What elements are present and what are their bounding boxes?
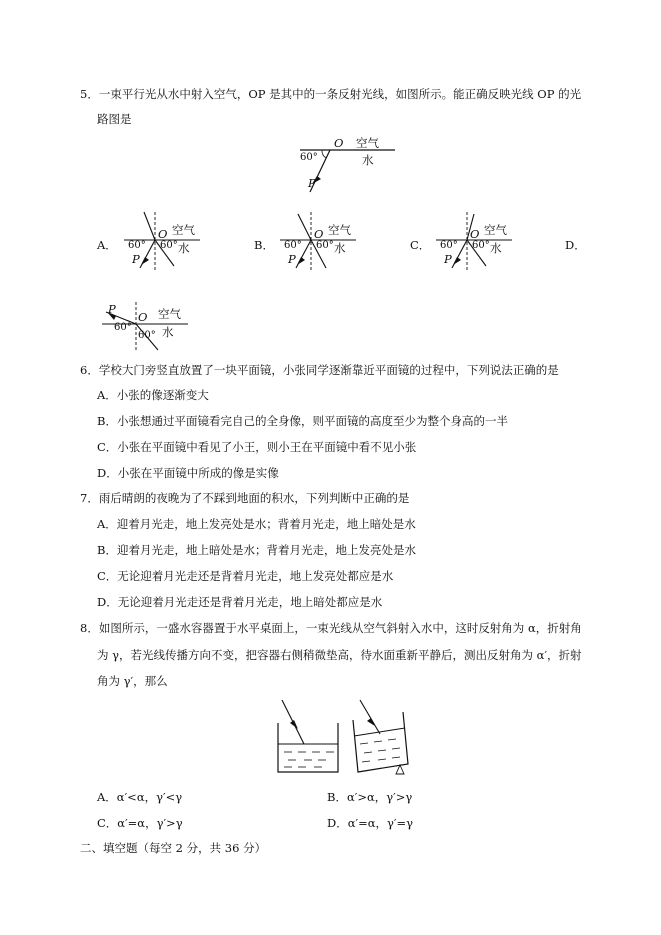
q6-option-d: D．小张在平面镜中所成的像是实像: [97, 466, 279, 480]
q6-stem: 6．学校大门旁竖直放置了一块平面镜，小张同学逐渐靠近平面镜的过程中，下列说法正确的是: [80, 363, 559, 377]
q5-label-o: O: [334, 136, 344, 150]
q5-main-figure-svg: [290, 132, 400, 196]
q7-option-d: D．无论迎着月光走还是背着月光走，地上暗处都应是水: [97, 595, 383, 609]
q8-option-d: D．α′=α，γ′=γ: [327, 816, 413, 830]
q5-c-label-air: 空气: [484, 223, 507, 237]
section-2-heading: 二、填空题（每空 2 分，共 36 分）: [80, 841, 267, 855]
q5-c-label-water: 水: [490, 241, 502, 255]
q5-option-b-figure: [278, 210, 358, 272]
q5-a-label-air: 空气: [172, 223, 195, 237]
q7-stem: 7．雨后晴朗的夜晚为了不踩到地面的积水，下列判断中正确的是: [80, 491, 410, 505]
q8-figure-svg: [268, 698, 418, 778]
q6-option-c: C．小张在平面镜中看见了小王，则小王在平面镜中看不见小张: [97, 440, 417, 454]
q7-option-a: A．迎着月光走，地上发亮处是水；背着月光走，地上暗处是水: [97, 517, 416, 531]
q8-stem-line2: 为 γ，若光线传播方向不变，把容器右侧稍微垫高，待水面重新平静后，测出反射角为 α′，折射: [97, 648, 582, 662]
q8-option-b: B．α′>α，γ′>γ: [327, 790, 413, 804]
q7-option-c: C．无论迎着月光走还是背着月光走，地上发亮处都应是水: [97, 569, 394, 583]
q5-label-air: 空气: [356, 136, 379, 150]
q5-d-label-o: O: [138, 310, 148, 324]
q5-b-label-o: O: [314, 227, 324, 241]
q5-d-label-air: 空气: [158, 307, 181, 321]
q5-label-angle: 60°: [300, 152, 318, 163]
q5-option-c-figure: [434, 210, 514, 272]
q5-c-label-o: O: [470, 227, 480, 241]
q8-stem-line3: 角为 γ′，那么: [97, 674, 168, 688]
q5-option-c: C．: [410, 238, 431, 252]
q5-a-label-p: P: [132, 252, 140, 266]
q5-a-label-angle2: 60°: [160, 240, 178, 251]
q5-label-p: P: [308, 176, 316, 190]
q6-option-a: A．小张的像逐渐变大: [97, 388, 209, 402]
q5-option-b: B．: [254, 238, 274, 252]
q5-a-label-water: 水: [178, 241, 190, 255]
q5-option-d: D．: [565, 238, 586, 252]
q8-figure: [268, 698, 418, 778]
q7-option-b: B．迎着月光走，地上暗处是水；背着月光走，地上发亮处是水: [97, 543, 416, 557]
q5-stem-line1: 5．一束平行光从水中射入空气，OP 是其中的一条反射光线，如图所示。能正确反映光线 OP 的光: [80, 87, 582, 101]
q5-d-label-p: P: [108, 302, 116, 316]
q5-c-label-p: P: [444, 252, 452, 266]
q5-b-label-angle: 60°: [284, 240, 302, 251]
q5-b-label-p: P: [288, 252, 296, 266]
q5-b-label-angle2: 60°: [316, 240, 334, 251]
q5-option-a-figure: [122, 210, 202, 272]
q5-stem-line2: 路图是: [97, 112, 132, 126]
q5-option-a: A．: [97, 238, 117, 252]
q5-label-water: 水: [362, 153, 374, 167]
q5-d-label-angle2: 60°: [138, 330, 156, 341]
q5-a-label-o: O: [158, 227, 168, 241]
q6-option-b: B．小张想通过平面镜看完自己的全身像，则平面镜的高度至少为整个身高的一半: [97, 414, 508, 428]
q5-c-label-angle: 60°: [440, 240, 458, 251]
q5-b-label-water: 水: [334, 241, 346, 255]
q8-stem-line1: 8．如图所示，一盛水容器置于水平桌面上，一束光线从空气斜射入水中，这时反射角为 α，折射角: [80, 621, 582, 635]
q5-a-label-angle: 60°: [128, 240, 146, 251]
q5-main-figure: [290, 132, 400, 196]
q5-b-label-air: 空气: [328, 223, 351, 237]
q8-option-a: A．α′<α，γ′<γ: [97, 790, 183, 804]
q5-d-label-water: 水: [162, 325, 174, 339]
q8-option-c: C．α′=α，γ′>γ: [97, 816, 183, 830]
q5-d-label-angle: 60°: [114, 322, 132, 333]
q5-option-d-figure: [100, 300, 190, 354]
q5-c-label-angle2: 60°: [472, 240, 490, 251]
